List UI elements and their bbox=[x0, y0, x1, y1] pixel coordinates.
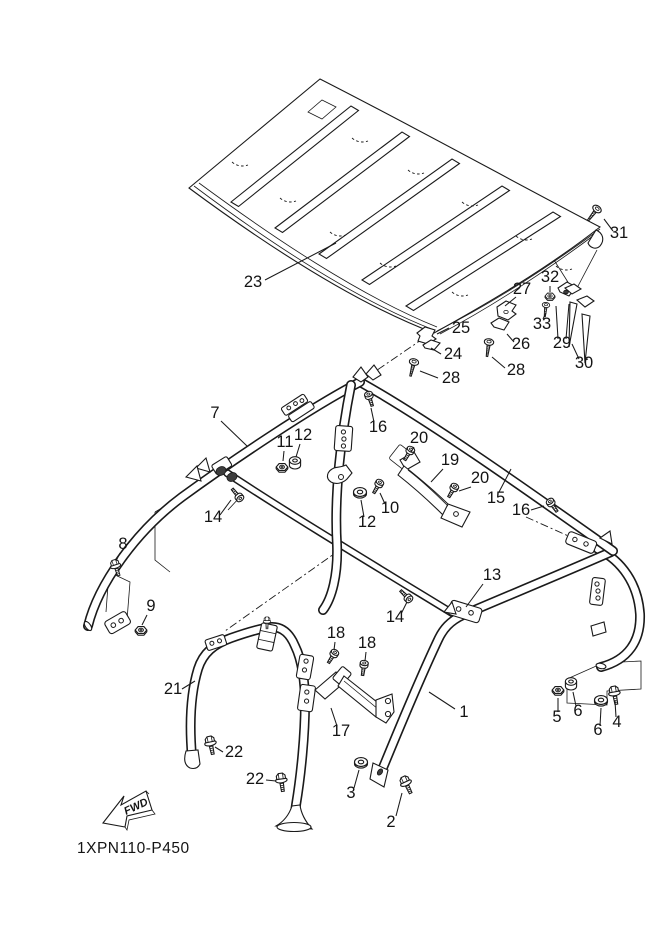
callout-18-a[interactable]: 18 bbox=[326, 624, 346, 642]
callout-2[interactable]: 2 bbox=[386, 813, 396, 831]
callout-25[interactable]: 25 bbox=[451, 319, 471, 337]
washer-icon bbox=[354, 488, 367, 499]
callout-8[interactable]: 8 bbox=[118, 535, 128, 553]
callout-20-a[interactable]: 20 bbox=[409, 429, 429, 447]
callout-31[interactable]: 31 bbox=[609, 224, 629, 242]
callout-24[interactable]: 24 bbox=[443, 345, 463, 363]
front-hoop bbox=[185, 623, 316, 832]
callout-14-a[interactable]: 14 bbox=[203, 508, 223, 526]
clip-on-pillar bbox=[591, 622, 606, 636]
hex-bolt-icon bbox=[398, 774, 416, 795]
callout-6-b[interactable]: 6 bbox=[593, 721, 603, 739]
callout-32[interactable]: 32 bbox=[540, 268, 560, 286]
callout-16-a[interactable]: 16 bbox=[368, 418, 388, 436]
tube-right-pillar bbox=[382, 552, 611, 770]
cage-brackets bbox=[104, 365, 612, 787]
callout-18-b[interactable]: 18 bbox=[357, 634, 377, 652]
j-hook-clamp bbox=[327, 465, 352, 483]
socket-bolt-icon bbox=[359, 660, 369, 676]
callout-7[interactable]: 7 bbox=[210, 404, 220, 422]
callout-22-b[interactable]: 22 bbox=[245, 770, 265, 788]
callout-21[interactable]: 21 bbox=[163, 680, 183, 698]
nut-icon bbox=[545, 293, 555, 300]
callout-12-b[interactable]: 12 bbox=[357, 513, 377, 531]
rear-stub-pillar bbox=[589, 549, 640, 670]
screw-icon bbox=[584, 204, 602, 224]
callout-4[interactable]: 4 bbox=[612, 713, 622, 731]
callout-9[interactable]: 9 bbox=[146, 597, 156, 615]
callout-5[interactable]: 5 bbox=[552, 708, 562, 726]
callout-28-b[interactable]: 28 bbox=[506, 361, 526, 379]
callout-29[interactable]: 29 bbox=[552, 334, 572, 352]
socket-bolt-icon bbox=[325, 648, 340, 665]
callout-1[interactable]: 1 bbox=[459, 703, 469, 721]
callout-10[interactable]: 10 bbox=[380, 499, 400, 517]
callout-23[interactable]: 23 bbox=[243, 273, 263, 291]
washer-icon bbox=[595, 696, 608, 707]
fwd-arrow bbox=[103, 791, 155, 830]
callout-26[interactable]: 26 bbox=[511, 335, 531, 353]
callout-12-a[interactable]: 12 bbox=[293, 426, 313, 444]
callout-22-a[interactable]: 22 bbox=[224, 743, 244, 761]
callout-27[interactable]: 27 bbox=[512, 280, 532, 298]
nut-icon bbox=[135, 627, 147, 636]
callout-19[interactable]: 19 bbox=[440, 451, 460, 469]
callout-3[interactable]: 3 bbox=[346, 784, 356, 802]
damper-30-b bbox=[577, 296, 594, 307]
tube-front-left-rail bbox=[88, 382, 360, 626]
callout-33[interactable]: 33 bbox=[532, 315, 552, 333]
callout-15[interactable]: 15 bbox=[486, 489, 506, 507]
screw-icon bbox=[406, 358, 419, 377]
part-code: 1XPN110-P450 bbox=[77, 840, 190, 857]
spacer-icon bbox=[565, 678, 576, 690]
roof-panel bbox=[189, 79, 603, 334]
hoop-left-foot bbox=[185, 750, 200, 769]
callout-6-a[interactable]: 6 bbox=[573, 702, 583, 720]
screw-icon bbox=[482, 338, 494, 357]
spacer-icon bbox=[289, 457, 300, 469]
nut-icon bbox=[552, 687, 564, 696]
socket-bolt-icon bbox=[229, 486, 245, 503]
nut-icon bbox=[276, 464, 288, 473]
socket-bolt-icon bbox=[370, 478, 384, 495]
hex-bolt-icon bbox=[275, 773, 289, 793]
washer-icon bbox=[355, 758, 368, 769]
cross-member-17 bbox=[315, 666, 394, 723]
callout-14-b[interactable]: 14 bbox=[385, 608, 405, 626]
callout-11[interactable]: 11 bbox=[276, 433, 294, 451]
hex-bolt-icon bbox=[203, 735, 218, 755]
fwd-label: FWD bbox=[122, 796, 150, 818]
callout-28-a[interactable]: 28 bbox=[441, 369, 461, 387]
callout-16-b[interactable]: 16 bbox=[511, 501, 531, 519]
callout-17[interactable]: 17 bbox=[331, 722, 351, 740]
callout-20-b[interactable]: 20 bbox=[470, 469, 490, 487]
callout-30[interactable]: 30 bbox=[574, 354, 594, 372]
callout-13[interactable]: 13 bbox=[482, 566, 502, 584]
socket-bolt-icon bbox=[445, 482, 459, 499]
